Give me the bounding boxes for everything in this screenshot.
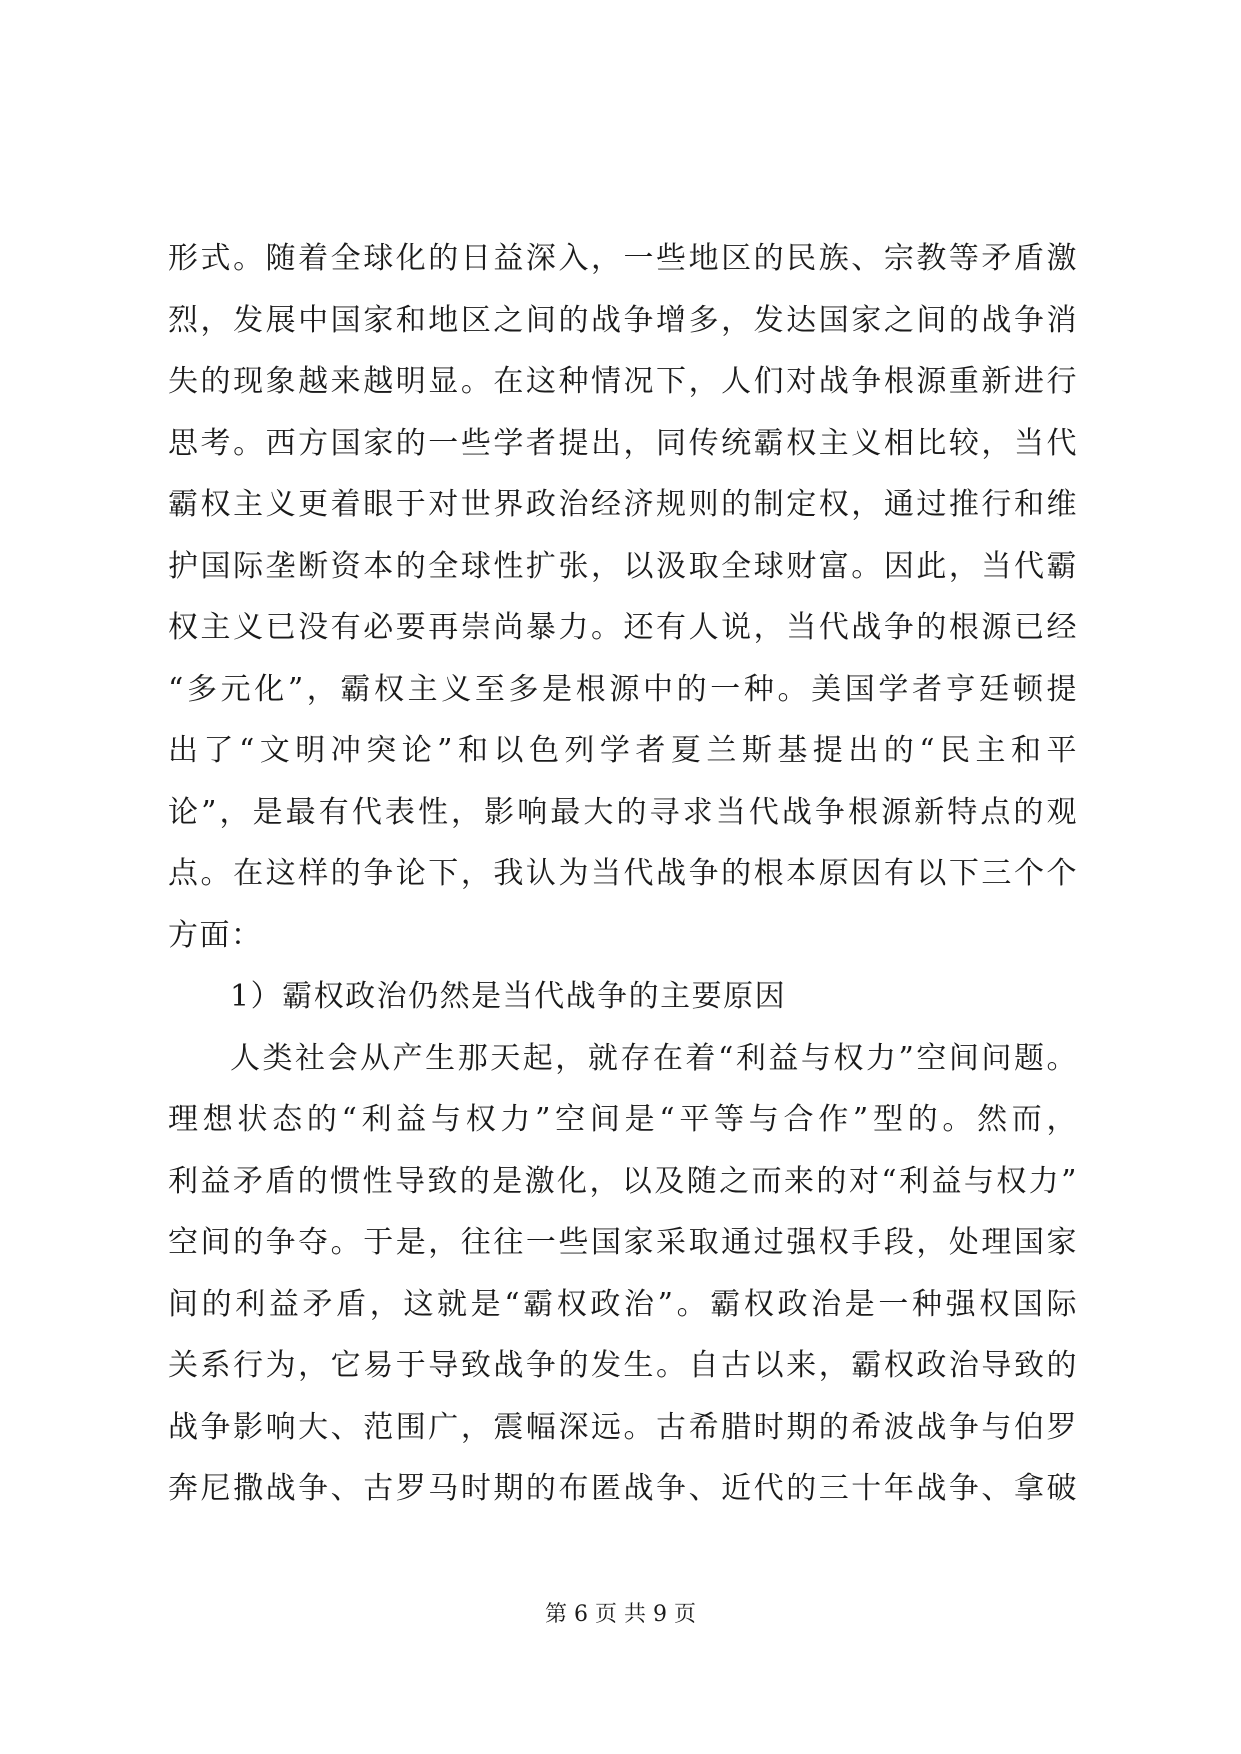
paragraph-line: 思考。西方国家的一些学者提出，同传统霸权主义相比较，当代 (168, 425, 1078, 461)
paragraph-line: 出了“文明冲突论”和以色列学者夏兰斯基提出的“民主和平 (168, 733, 1078, 768)
paragraph-line: 形式。随着全球化的日益深入，一些地区的民族、宗教等矛盾激 (168, 241, 1078, 276)
paragraph-line: 护国际垄断资本的全球性扩张，以汲取全球财富。因此，当代霸 (168, 548, 1078, 584)
paragraph-line: 关系行为，它易于导致战争的发生。自古以来，霸权政治导致的 (168, 1348, 1078, 1383)
page-footer (0, 1600, 1241, 1630)
paragraph-line: 失的现象越来越明显。在这种情况下，人们对战争根源重新进行 (168, 364, 1078, 399)
paragraph-line: 论”，是最有代表性，影响最大的寻求当代战争根源新特点的观 (168, 794, 1078, 830)
paragraph-line: 利益矛盾的惯性导致的是激化，以及随之而来的对“利益与权力” (168, 1163, 1078, 1199)
paragraph-line: 方面： (168, 917, 263, 953)
paragraph-line: 理想状态的“利益与权力”空间是“平等与合作”型的。然而， (168, 1102, 1078, 1137)
paragraph-line: 权主义已没有必要再崇尚暴力。还有人说，当代战争的根源已经 (168, 610, 1078, 645)
paragraph-line: 空间的争夺。于是，往往一些国家采取通过强权手段，处理国家 (168, 1225, 1078, 1260)
paragraph-line: 烈，发展中国家和地区之间的战争增多，发达国家之间的战争消 (168, 302, 1078, 338)
paragraph-line: 间的利益矛盾，这就是“霸权政治”。霸权政治是一种强权国际 (168, 1286, 1078, 1322)
paragraph-line: 点。在这样的争论下，我认为当代战争的根本原因有以下三个个 (168, 856, 1078, 891)
page-number-label: 第 6 页 共 9 页 (545, 1602, 696, 1627)
body-text (168, 228, 1078, 1520)
paragraph-line: 霸权主义更着眼于对世界政治经济规则的制定权，通过推行和维 (168, 487, 1078, 522)
section-heading: 1）霸权政治仍然是当代战争的主要原因 (230, 979, 787, 1014)
paragraph-line: 人类社会从产生那天起，就存在着“利益与权力”空间问题。 (230, 1040, 1078, 1076)
paragraph-line: “多元化”，霸权主义至多是根源中的一种。美国学者亨廷顿提 (168, 671, 1078, 707)
paragraph-line: 战争影响大、范围广，震幅深远。古希腊时期的希波战争与伯罗 (168, 1409, 1078, 1445)
paragraph-line: 奔尼撒战争、古罗马时期的布匿战争、近代的三十年战争、拿破 (168, 1471, 1078, 1506)
